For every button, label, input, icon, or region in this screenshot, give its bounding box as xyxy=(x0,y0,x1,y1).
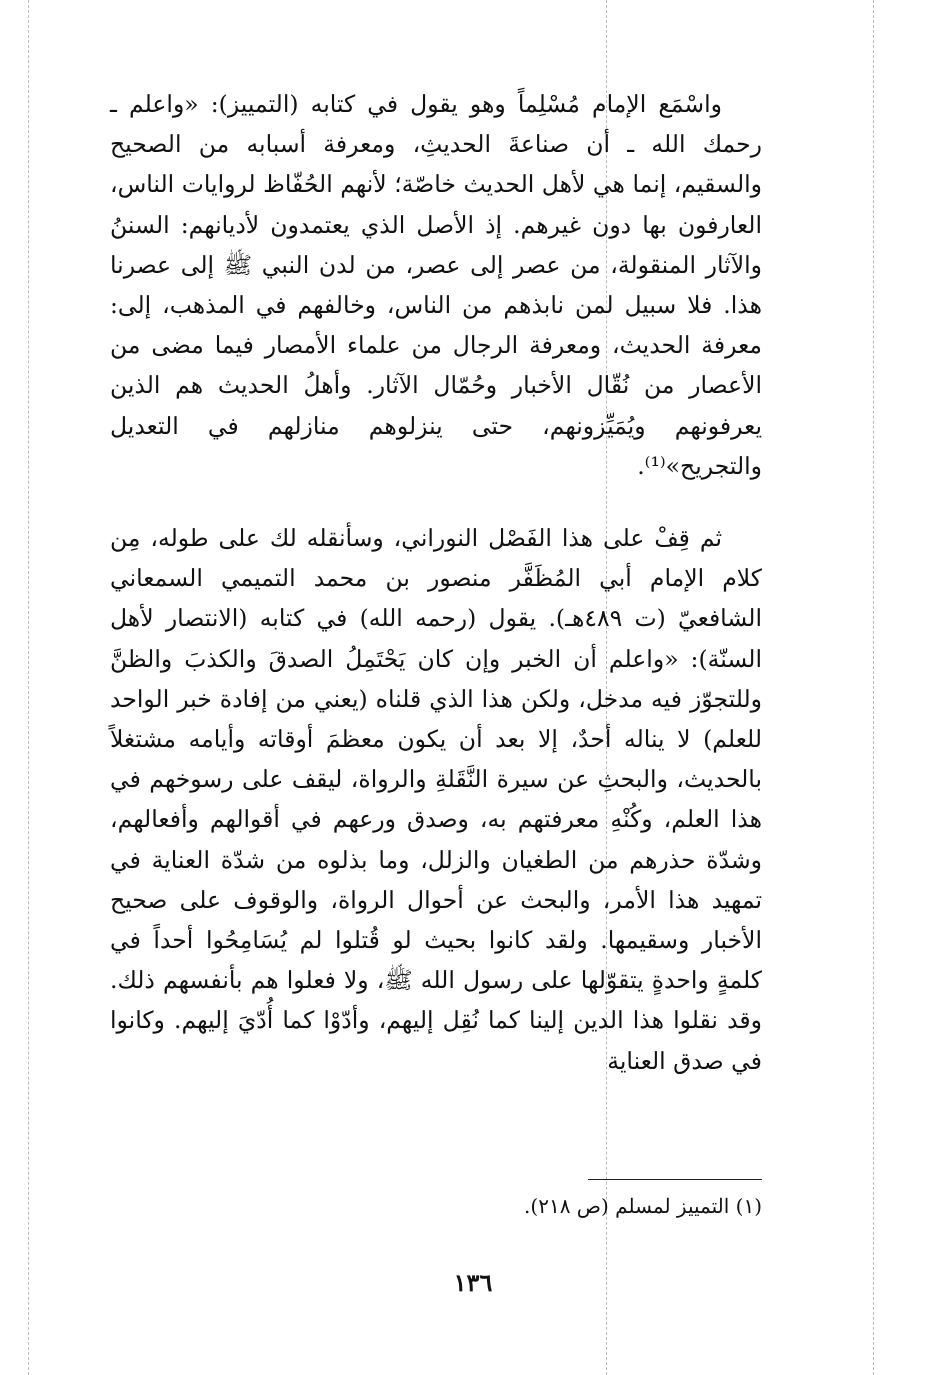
paragraph-muslim-quote: واسْمَع الإمام مُسْلِماً وهو يقول في كتابه (التمييز): «واعلم ـ رحمك الله ـ أن صناعةَ الحديثِ، ومعرفة أسبابه من الصحيح والسقيم، إنما هي لأهل الحديث خاصّة؛ لأنهم الحُفّاظ لروايات الناس، العارفون بها دون غيرهم. إذ الأصل الذي يعتمدون لأديانهم: السننُ والآثار المنقولة، من عصر إلى عصر، من لدن النبي ﷺ إلى عصرنا هذا. فلا سبيل لمن نابذهم من الناس، وخالفهم في المذهب، إلى: معرفة الحديث، ومعرفة الرجال من علماء الأمصار فيما مضى من الأعصار من نُقّال الأخبار وحُمّال الآثار. وأهلُ الحديث هم الذين يعرفونهم ويُمَيِّزونهم، حتى ينزلوهم منازلهم في التعديل والتجريح»⁽¹⁾. xyxy=(110,90,762,480)
page-number: ١٣٦ xyxy=(453,1268,493,1297)
footnote: (١) التمييز لمسلم (ص ٢١٨). xyxy=(524,1194,762,1218)
main-text xyxy=(110,84,762,1081)
scan-fold-line xyxy=(873,0,874,1375)
paragraph-samani-quote: ثم قِفْ على هذا الفَصْل النوراني، وسأنقله لك على طوله، مِن كلام الإمام أبي المُظَفَّر منصور بن محمد التميمي السمعاني الشافعيّ (ت ٤٨٩هـ). يقول (رحمه الله) في كتابه (الانتصار لأهل السنّة): «واعلم أن الخبر وإن كان يَحْتَمِلُ الصدقَ والكذبَ والظنَّ وللتجوّز فيه مدخل، ولكن هذا الذي قلناه (يعني من إفادة خبر الواحد للعلم) لا يناله أحدٌ، إلا بعد أن يكون معظمَ أوقاته وأيامه مشتغلاً بالحديث، والبحثِ عن سيرة النَّقَلةِ والرواة، ليقف على رسوخهم في هذا العلم، وكُنْهِ معرفتهم به، وصدق ورعهم في أقوالهم وأفعالهم، وشدّة حذرهم من الطغيان والزلل، وما بذلوه من شدّة العناية في تمهيد هذا الأمر، والبحث عن أحوال الرواة، والوقوف على صحيح الأخبار وسقيمها. ولقد كانوا بحيث لو قُتلوا لم يُسَامِحُوا أحداً في كلمةٍ واحدةٍ يتقوّلها على رسول الله ﷺ، ولا فعلوا هم بأنفسهم ذلك. وقد نقلوا هذا الدين إلينا كما نُقِل إليهم، وأدّوْا كما أُدّيَ إليهم. وكانوا في صدق العناية xyxy=(110,524,762,1075)
scan-fold-line xyxy=(28,0,29,1375)
footnote-separator xyxy=(588,1179,762,1180)
